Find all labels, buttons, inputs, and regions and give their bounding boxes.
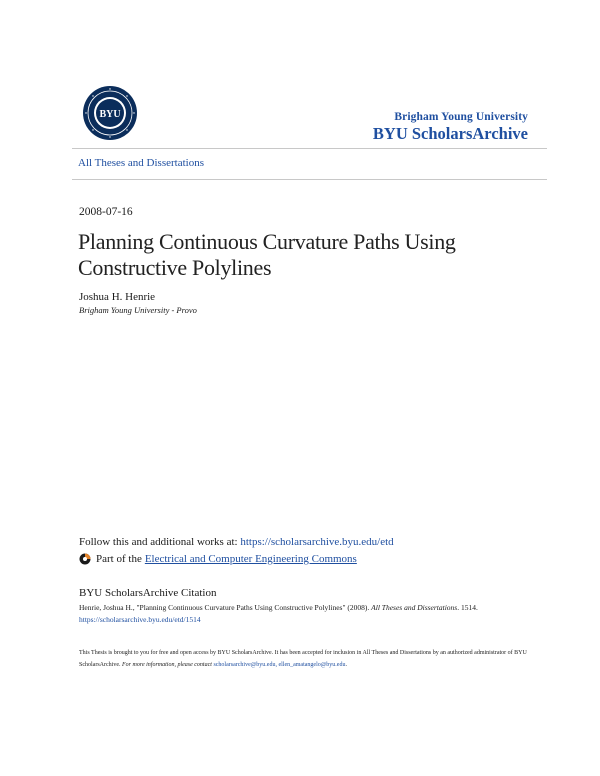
citation-number: . 1514. [457, 603, 478, 612]
footer-notice [79, 648, 549, 671]
footer-contact-label: For more information, please contact [122, 661, 212, 668]
footer-end: . [345, 661, 347, 668]
seal-text: BYU [99, 109, 121, 120]
top-divider [72, 148, 547, 149]
commons-link[interactable]: Electrical and Computer Engineering Commons [144, 553, 357, 565]
citation-prefix: Henrie, Joshua H., "Planning Continuous Curvature Paths Using Constructive Polylines" (2008). [79, 603, 372, 612]
follow-url-link[interactable]: https://scholarsarchive.byu.edu/etd [240, 536, 394, 548]
second-divider [72, 179, 547, 180]
paper-title: Planning Continuous Curvature Paths Using Constructive Polylines [78, 229, 456, 280]
footer-text: This Thesis is brought to you for free and open access by BYU ScholarsArchive. It has been accepted for inclusion in All Theses and Dissertations by an authorized administrator of BYU ScholarsArchive. [79, 650, 527, 668]
author-affiliation: Brigham Young University - Provo [79, 305, 197, 315]
citation-text [79, 602, 549, 626]
contact-email-link[interactable]: scholarsarchive@byu.edu, ellen_amatangelo@byu.edu [211, 661, 346, 668]
byu-seal-logo [82, 85, 138, 141]
institution-name: Brigham Young University [394, 111, 528, 123]
follow-prefix: Follow this and additional works at: [79, 536, 241, 548]
publication-date: 2008-07-16 [79, 206, 133, 218]
part-of-prefix: Part of the [96, 553, 142, 565]
archive-name[interactable]: BYU ScholarsArchive [372, 124, 528, 143]
citation-series: All Theses and Dissertations [371, 603, 458, 612]
part-of-line [79, 553, 357, 565]
citation-heading: BYU ScholarsArchive Citation [79, 587, 217, 599]
citation-url-link[interactable]: https://scholarsarchive.byu.edu/etd/1514 [79, 615, 201, 624]
collection-link[interactable]: All Theses and Dissertations [78, 157, 204, 169]
author-name: Joshua H. Henrie [79, 291, 156, 303]
commons-icon [79, 553, 91, 565]
institution-block [373, 111, 528, 144]
follow-line [79, 536, 394, 548]
